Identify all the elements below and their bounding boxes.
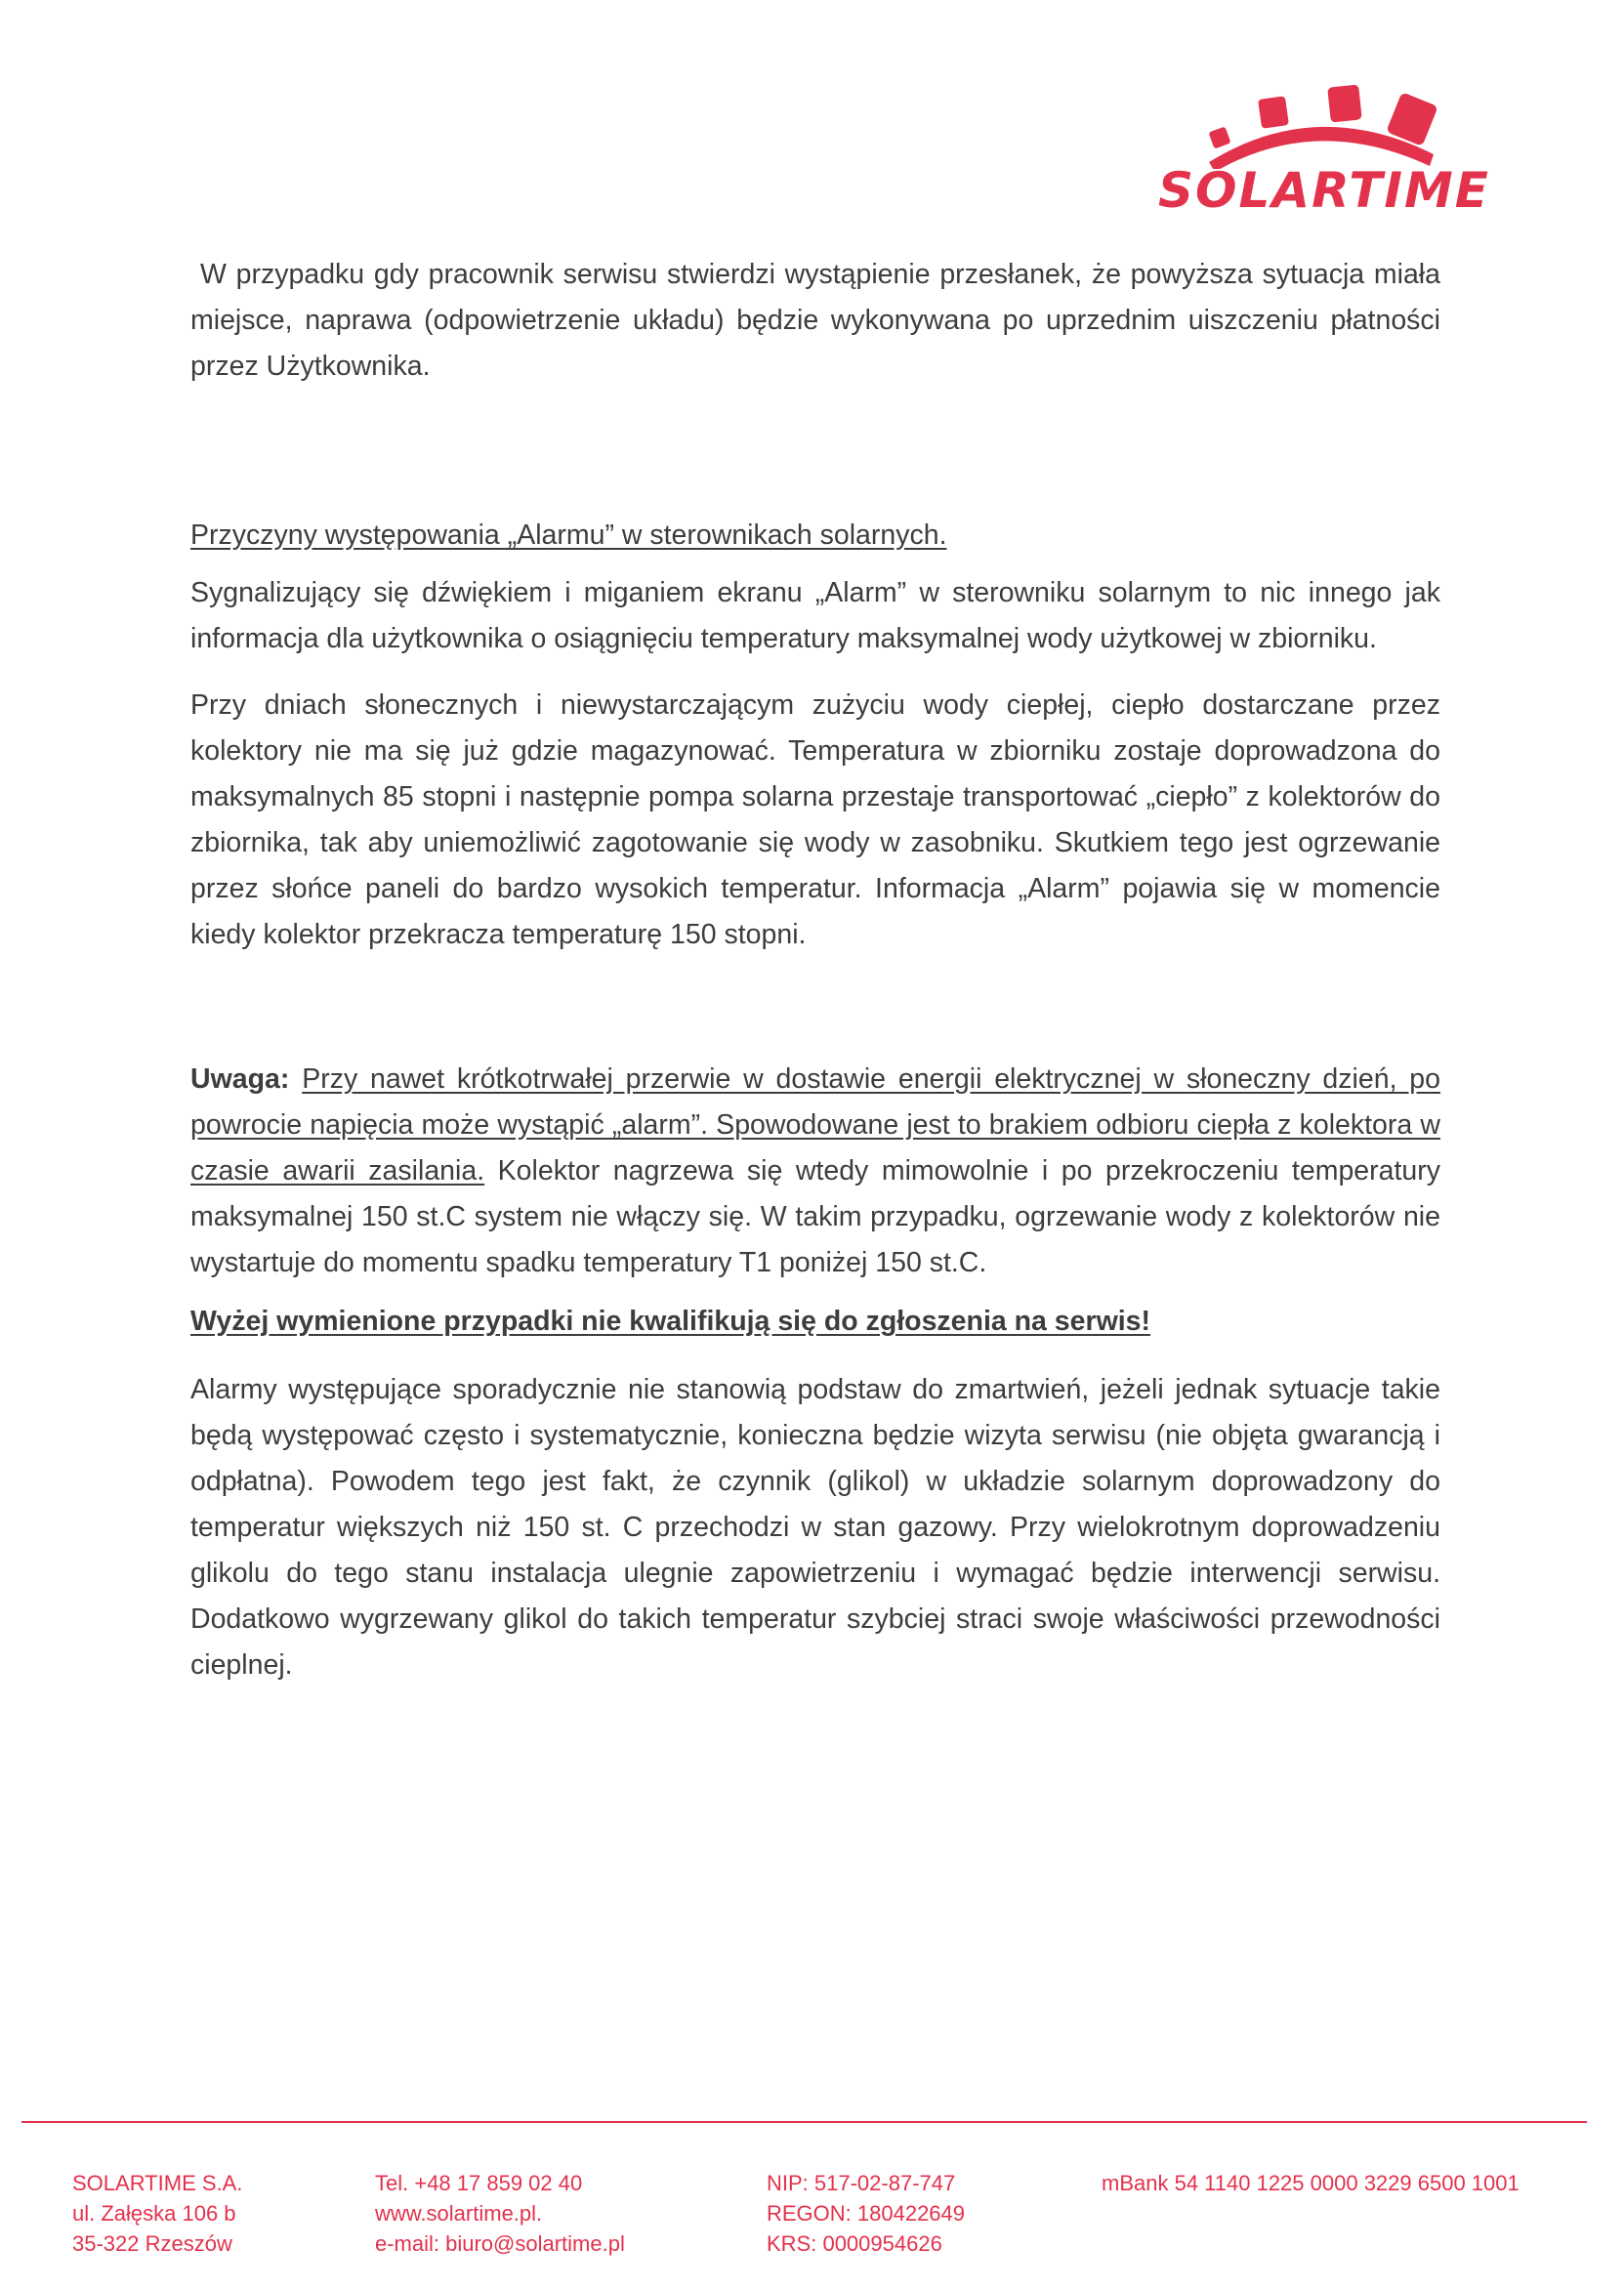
alarm-heading-text: Przyczyny występowania „Alarmu” w sterownikach solarnych. xyxy=(190,520,947,551)
service-note xyxy=(190,1299,1440,1345)
footer-divider xyxy=(21,2121,1587,2123)
footer-address xyxy=(72,2168,242,2259)
footer-registration xyxy=(767,2168,965,2259)
footer-email[interactable]: e-mail: biuro@solartime.pl xyxy=(375,2231,625,2256)
logo-wordmark: SOLARTIME xyxy=(1158,162,1490,219)
footer-bank xyxy=(1102,2168,1520,2198)
sun-logo-icon xyxy=(1150,76,1512,169)
alarm-paragraph-1: Sygnalizujący się dźwiękiem i miganiem ekranu „Alarm” w sterowniku solarnym to nic innego jak informacja dla użytkownika o osiągnięciu temperatury maksymalnej wody użytkowej w zbiorniku. xyxy=(190,577,1440,654)
note-paragraph xyxy=(190,1057,1440,1286)
alarm-heading xyxy=(190,513,1440,559)
footer-regon: REGON: 180422649 xyxy=(767,2201,966,2226)
final-paragraph: Alarmy występujące sporadycznie nie stanowią podstaw do zmartwień, jeżeli jednak sytuacje takie będą występować często i systematycznie, konieczna będzie wizyta serwisu (nie objęta gwarancją i odpłatna). Powodem tego jest fakt, że czynnik (glikol) w układzie solarnym doprowadzony do temperatur większych niż 150 st. C przechodzi w stan gazowy. Przy wielokrotnym doprowadzeniu glikolu do tego stanu instalacja ulegnie zapowietrzeniu i wymagać będzie interwencji serwisu. Dodatkowo wygrzewany glikol do takich temperatur szybciej straci swoje właściwości przewodności cieplnej. xyxy=(190,1374,1440,1681)
footer-website[interactable]: www.solartime.pl. xyxy=(375,2201,543,2226)
note-label: Uwaga: xyxy=(190,1063,290,1095)
service-note-text: Wyżej wymienione przypadki nie kwalifikują się do zgłoszenia na serwis! xyxy=(190,1306,1151,1337)
footer-company: SOLARTIME S.A. xyxy=(72,2171,243,2195)
intro-paragraph: W przypadku gdy pracownik serwisu stwierdzi wystąpienie przesłanek, że powyższa sytuacja miała miejsce, naprawa (odpowietrzenie układu) będzie wykonywana po uprzednim uiszczeniu płatności przez Użytkownika. xyxy=(190,259,1440,382)
footer-nip: NIP: 517-02-87-747 xyxy=(767,2171,956,2195)
alarm-paragraph-2: Przy dniach słonecznych i niewystarczającym zużyciu wody ciepłej, ciepło dostarczane przez kolektory nie ma się już gdzie magazynować. Temperatura w zbiorniku zostaje doprowadzona do maksymalnych 85 stopni i następnie pompa solarna przestaje transportować „ciepło” z kolektorów do zbiornika, tak aby uniemożliwić zagotowanie się wody w zasobniku. Skutkiem tego jest ogrzewanie przez słońce paneli do bardzo wysokich temperatur. Informacja „Alarm” pojawia się w momencie kiedy kolektor przekracza temperaturę 150 stopni. xyxy=(190,689,1440,950)
document-body xyxy=(190,252,1440,1688)
footer-phone: Tel. +48 17 859 02 40 xyxy=(375,2171,583,2195)
note-underlined-text: Przy nawet krótkotrwałej przerwie w dostawie energii elektrycznej w słoneczny dzień, po powrocie napięcia może wystąpić „alarm”. Spowodowane jest to brakiem odbioru ciepła z kolektora w czasie awarii zasilania. xyxy=(190,1063,1441,1187)
footer-krs: KRS: 0000954626 xyxy=(767,2231,942,2256)
note-rest-text: Kolektor nagrzewa się wtedy mimowolnie i po przekroczeniu temperatury maksymalnej 150 st.C system nie włączy się. W takim przypadku, ogrzewanie wody z kolektorów nie wystartuje do momentu spadku temperatury T1 poniżej 150 st.C. xyxy=(190,1155,1440,1278)
footer-city: 35-322 Rzeszów xyxy=(72,2231,232,2256)
footer-street: ul. Załęska 106 b xyxy=(72,2201,236,2226)
footer-contact xyxy=(375,2168,625,2259)
company-logo xyxy=(1150,76,1512,232)
footer-bank-account: mBank 54 1140 1225 0000 3229 6500 1001 xyxy=(1102,2171,1520,2195)
